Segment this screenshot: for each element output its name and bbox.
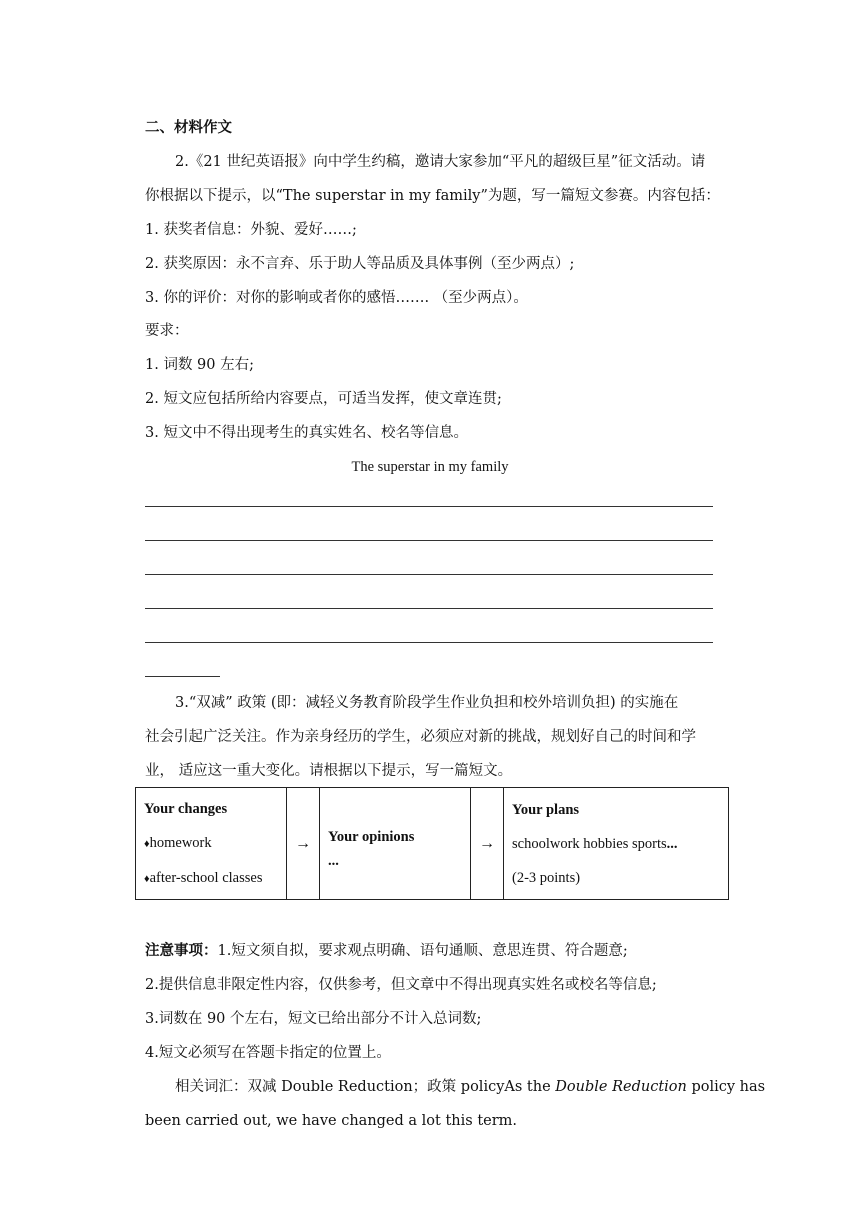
q3-line-1: 3.“双减” 政策 (即：减轻义务教育阶段学生作业负担和校外培训负担) 的实施在 [175,695,679,711]
q2-requirement-1: 1. 词数 90 左右; [145,357,254,373]
q2-requirement-2: 2. 短文应包括所给内容要点，可适当发挥，使文章连贯; [145,391,502,407]
answer-line-4 [145,608,713,609]
q3-line-2: 社会引起广泛关注。作为亲身经历的学生，必须应对新的挑战，规划好自己的时间和学 [145,729,696,745]
plans-title: Your plans [512,801,580,818]
essay-title: The superstar in my family [351,459,509,475]
diamond-bullet-icon: ♦ [144,872,150,885]
opinions-cell [320,788,471,900]
plans-cell [504,788,729,900]
answer-line-2 [145,540,713,541]
q2-item-1: 1. 获奖者信息：外貌、爱好……; [145,222,357,238]
changes-item-homework: ♦homework [144,834,212,851]
answer-line-5 [145,642,713,643]
arrow-right-icon: → [287,788,320,900]
q2-item-2: 2. 获奖原因：永不言弃、乐于助人等品质及具体事例（至少两点）; [145,256,575,272]
answer-line-1 [145,506,713,507]
plans-text: schoolwork hobbies sports... [512,835,678,852]
changes-cell [136,788,287,900]
changes-title: Your changes [144,800,228,817]
q3-line-3: 业， 适应这一重大变化。请根据以下提示，写一篇短文。 [145,763,513,779]
q2-line-2: 你根据以下提示，以“The superstar in my family”为题，写一篇短文参赛。内容包括： [145,188,720,204]
q2-requirements-label: 要求： [145,323,189,339]
answer-line-3 [145,574,713,575]
note-3: 3.词数在 90 个左右，短文已给出部分不计入总词数; [145,1011,482,1027]
note-4: 4.短文必须写在答题卡指定的位置上。 [145,1045,391,1061]
plans-points: (2-3 points) [512,869,581,886]
arrow-right-icon: → [471,788,504,900]
section-title: 二、材料作文 [145,119,232,136]
q2-line-1: 2.《21 世纪英语报》向中学生约稿，邀请大家参加“平凡的超级巨星”征文活动。请 [175,154,706,170]
opinions-dots: ... [328,852,339,869]
note-2: 2.提供信息非限定性内容，仅供参考，但文章中不得出现真实姓名或校名等信息; [145,977,657,993]
diamond-bullet-icon: ♦ [144,837,150,850]
changes-item-after-school: ♦after-school classes [144,869,263,886]
q2-requirement-3: 3. 短文中不得出现考生的真实姓名、校名等信息。 [145,425,468,441]
opinions-title: Your opinions [328,828,415,845]
vocab-line-2: been carried out, we have changed a lot this term. [145,1113,518,1129]
answer-line-6 [145,676,220,677]
note-1: 注意事项：1.短文须自拟，要求观点明确、语句通顺、意思连贯、符合题意; [145,942,628,959]
notes-label: 注意事项： [145,942,218,959]
prompt-table [135,787,729,900]
vocab-line-1: 相关词汇：双减 Double Reduction；政策 policyAs the Double Reduction policy has [175,1079,766,1095]
q2-item-3: 3. 你的评价：对你的影响或者你的感悟……. （至少两点）。 [145,290,528,306]
